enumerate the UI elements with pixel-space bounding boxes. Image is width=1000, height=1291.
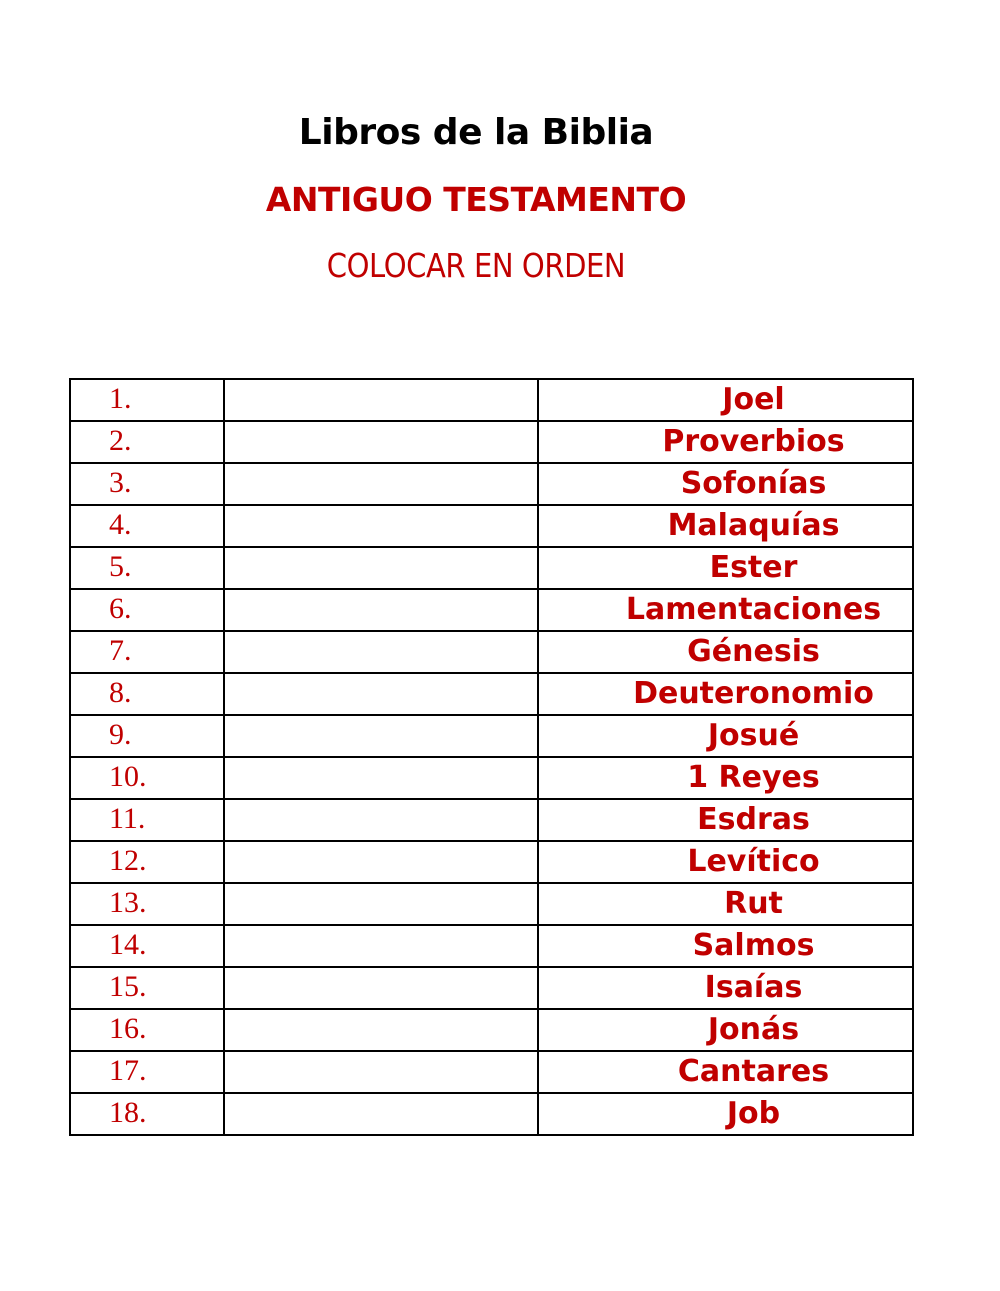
row-number: 18. [70,1093,224,1135]
table-row [70,967,913,1009]
book-name: Sofonías [538,463,913,505]
book-name: Esdras [538,799,913,841]
answer-cell[interactable] [224,547,538,589]
answer-cell[interactable] [224,463,538,505]
answer-cell[interactable] [224,883,538,925]
row-number: 6. [70,589,224,631]
book-name: Levítico [538,841,913,883]
book-name: Josué [538,715,913,757]
table-row [70,379,913,421]
book-name: Isaías [538,967,913,1009]
row-number: 8. [70,673,224,715]
answer-cell[interactable] [224,1009,538,1051]
row-number: 15. [70,967,224,1009]
answer-cell[interactable] [224,1051,538,1093]
answer-cell[interactable] [224,715,538,757]
table-row [70,841,913,883]
book-name: Rut [538,883,913,925]
answer-cell[interactable] [224,421,538,463]
table-row [70,715,913,757]
book-name: Génesis [538,631,913,673]
row-number: 13. [70,883,224,925]
row-number: 12. [70,841,224,883]
table-row [70,1051,913,1093]
table-row [70,883,913,925]
row-number: 5. [70,547,224,589]
answer-cell[interactable] [224,505,538,547]
table-row [70,505,913,547]
row-number: 7. [70,631,224,673]
table-row [70,631,913,673]
book-name: Proverbios [538,421,913,463]
answer-cell[interactable] [224,589,538,631]
answer-cell[interactable] [224,631,538,673]
table-row [70,421,913,463]
table-row [70,547,913,589]
book-name: Lamentaciones [538,589,913,631]
book-name: Job [538,1093,913,1135]
page-title: Libros de la Biblia [298,112,654,153]
answer-cell[interactable] [224,757,538,799]
book-name: Deuteronomio [538,673,913,715]
answer-cell[interactable] [224,925,538,967]
table-row [70,1009,913,1051]
answer-cell[interactable] [224,841,538,883]
table-row [70,589,913,631]
row-number: 9. [70,715,224,757]
books-table [69,378,914,1136]
table-row [70,757,913,799]
answer-cell[interactable] [224,799,538,841]
section-subtitle: ANTIGUO TESTAMENTO [265,180,687,219]
book-name: Joel [538,379,913,421]
answer-cell[interactable] [224,379,538,421]
row-number: 11. [70,799,224,841]
row-number: 1. [70,379,224,421]
row-number: 3. [70,463,224,505]
book-name: Cantares [538,1051,913,1093]
book-name: Jonás [538,1009,913,1051]
book-name: Ester [538,547,913,589]
table-row [70,463,913,505]
table-row [70,799,913,841]
row-number: 17. [70,1051,224,1093]
table-row [70,673,913,715]
book-name: Salmos [538,925,913,967]
answer-cell[interactable] [224,1093,538,1135]
row-number: 10. [70,757,224,799]
books-table-body [70,379,913,1135]
row-number: 2. [70,421,224,463]
answer-cell[interactable] [224,673,538,715]
row-number: 4. [70,505,224,547]
book-name: 1 Reyes [538,757,913,799]
row-number: 14. [70,925,224,967]
table-row [70,925,913,967]
row-number: 16. [70,1009,224,1051]
table-row [70,1093,913,1135]
answer-cell[interactable] [224,967,538,1009]
instruction-text: COLOCAR EN ORDEN [326,246,626,285]
book-name: Malaquías [538,505,913,547]
